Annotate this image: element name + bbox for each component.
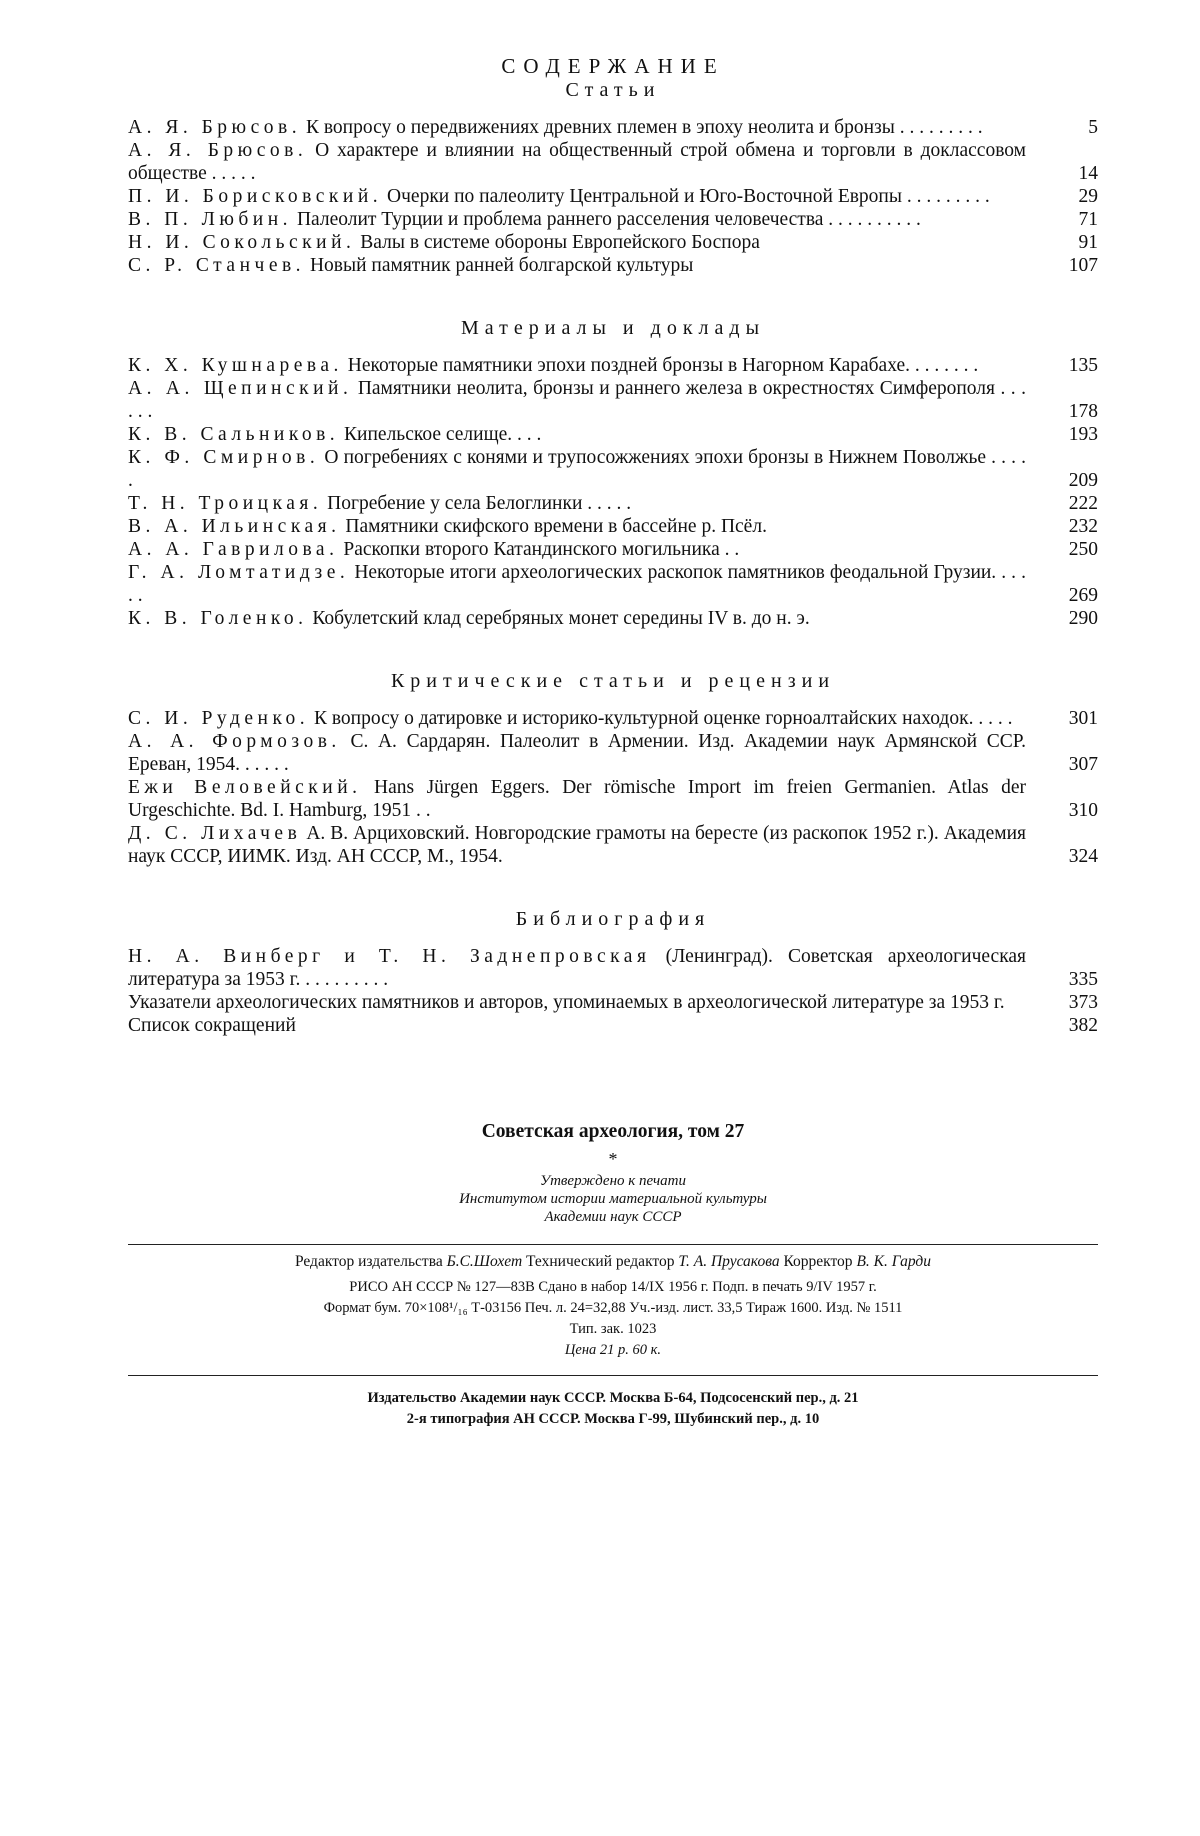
contents-sections [128,79,1098,1037]
toc-entry-text [128,231,1048,254]
publisher-line-1: Издательство Академии наук СССР. Москва Б-64, Подсосенский пер., д. 21 [367,1390,859,1406]
entry-title: О характере и влиянии на общественный строй обмена и торговли в доклассовом обществе . . . . . [128,140,1027,184]
entry-title: А. В. Арциховский. Новгородские грамоты на бересте (из раскопок 1952 г.). Академия наук СССР, ИИМК. Изд. АН СССР, М., 1954. [128,823,1026,867]
toc-entry [128,776,1098,822]
entry-page-number: 178 [1068,401,1098,422]
entry-page-number: 335 [1068,969,1098,990]
toc-entry [128,208,1098,231]
section-heading: Критические статьи и рецензии [390,670,836,692]
entry-author: Н. А. Винберг и Т. Н. Заднепровская [128,946,651,967]
toc-entry-text [128,538,1048,561]
entry-author: П. И. Борисковский. [128,186,383,207]
print-line-1: РИСО АН СССР № 127—83В Сдано в набор 14/IX 1956 г. Подп. в печать 9/IV 1957 г. [349,1279,877,1295]
toc-entry [128,446,1098,492]
divider [128,1375,1098,1376]
section-heading: Материалы и доклады [461,317,765,339]
entry-page-number: 307 [1068,754,1098,775]
entry-title: К вопросу о датировке и историко-культурной оценке горноалтайских находок. . . . . [313,708,1013,729]
entry-author: К. Х. Кушнарева. [128,355,343,376]
toc-entry-text [128,377,1048,423]
entry-title: Новый памятник ранней болгарской культуры [309,255,694,276]
imprint [128,1121,1098,1430]
entry-title: Раскопки второго Катандинского могильника . . [343,539,740,560]
entry-page-number: 382 [1068,1015,1098,1036]
toc-entry-text [128,607,1048,630]
entry-author: А. Я. Брюсов. [128,140,308,161]
approval-line-1: Утверждено к печати [539,1173,686,1189]
entry-page-number: 14 [1078,163,1098,184]
entry-page-number: 91 [1078,232,1098,253]
entry-title: Указатели археологических памятников и авторов, упоминаемых в археологической литературе за 1953 г. [128,992,1005,1013]
toc-entry-text [128,707,1048,730]
entry-author: К. В. Голенко. [128,608,308,629]
toc-entry [128,116,1098,139]
entry-author: В. П. Любин. [128,209,293,230]
entry-title: Некоторые памятники эпохи поздней бронзы в Нагорном Карабахе. . . . . . . . [347,355,979,376]
entry-author: Т. Н. Троицкая. [128,493,323,514]
proofreader-name: В. К. Гарди [856,1253,932,1270]
toc-entry-text [128,423,1048,446]
section-heading: Библиография [515,908,711,930]
entry-title: Список сокращений [128,1015,296,1036]
editor-label: Редактор издательства [294,1253,443,1270]
toc-entry [128,730,1098,776]
toc-entry-text [128,991,1048,1014]
toc-entry [128,231,1098,254]
entry-page-number: 373 [1068,992,1098,1013]
publisher-line-2: 2-я типография АН СССР. Москва Г-99, Шубинский пер., д. 10 [406,1411,820,1427]
entry-title: Памятники неолита, бронзы и раннего железа в окрестностях Симферополя . . . . . . [128,378,1026,422]
toc-list [128,945,1098,1037]
entry-title: (Ленинград). Советская археологическая литература за 1953 г. . . . . . . . . . [128,946,1026,990]
toc-entry-text [128,945,1048,991]
journal-title: Советская археология, том 27 [481,1121,745,1142]
entry-page-number: 5 [1088,117,1098,138]
entry-author: А. Я. Брюсов. [128,117,302,138]
entry-author: К. Ф. Смирнов. [128,447,320,468]
entry-title: Очерки по палеолиту Центральной и Юго-Восточной Европы . . . . . . . . . [387,186,990,207]
print-line-2: Формат бум. 70×108¹/₁₆ Т-03156 Печ. л. 24=32,88 Уч.-изд. лист. 33,5 Тираж 1600. Изд. № 1511 [323,1300,903,1316]
entry-author: А. А. Формозов. [128,731,341,752]
toc-entry [128,423,1098,446]
toc-entry [128,377,1098,423]
toc-entry-text [128,446,1048,492]
toc-entry-text [128,254,1048,277]
divider [128,1244,1098,1245]
toc-entry [128,492,1098,515]
toc-entry [128,607,1098,630]
entry-title: Валы в системе обороны Европейского Боспора [360,232,760,253]
entry-title: Погребение у села Белоглинки . . . . . [327,493,632,514]
toc-entry-text [128,116,1048,139]
entry-title: Hans Jürgen Eggers. Der römische Import im freien Germanien. Atlas der Urgeschichte. Bd. I. Hamburg, 1951 . . [128,777,1026,821]
approval-line-2: Институтом истории материальной культуры [459,1191,767,1207]
proofreader-label: Корректор [783,1253,853,1270]
entry-title: Кобулетский клад серебряных монет середины IV в. до н. э. [312,608,810,629]
editor-name: Б.С.Шохет [446,1253,523,1270]
approval-line-3: Академии наук СССР [544,1209,682,1225]
toc-entry [128,139,1098,185]
entry-page-number: 301 [1068,708,1098,729]
contents-section [128,277,1098,630]
entry-author: В. А. Ильинская. [128,516,341,537]
toc-entry [128,538,1098,561]
tech-editor-label: Технический редактор [526,1253,675,1270]
toc-entry-text [128,139,1048,185]
contents-section [128,79,1098,277]
tech-editor-name: Т. А. Прусакова [678,1253,780,1270]
entry-page-number: 290 [1068,608,1098,629]
entry-author: Г. А. Ломтатидзе. [128,562,350,583]
entry-author: Н. И. Сокольский. [128,232,356,253]
entry-page-number: 324 [1068,846,1098,867]
entry-author: С. И. Руденко. [128,708,310,729]
toc-entry [128,991,1098,1014]
entry-page-number: 71 [1078,209,1098,230]
contents-section [128,630,1098,868]
toc-entry-text [128,730,1048,776]
toc-list [128,707,1098,868]
entry-title: Некоторые итоги археологических раскопок памятников феодальной Грузии. . . . . . [128,562,1026,606]
toc-list [128,354,1098,630]
entry-page-number: 107 [1068,255,1098,276]
price: Цена 21 р. 60 к. [564,1342,662,1358]
entry-author: А. А. Гаврилова. [128,539,339,560]
toc-entry-text [128,208,1048,231]
toc-entry-text [128,354,1048,377]
entry-title: К вопросу о передвижениях древних племен в эпоху неолита и бронзы . . . . . . . . . [305,117,983,138]
contents-page [128,0,1098,1430]
toc-entry-text [128,185,1048,208]
toc-entry-text [128,515,1048,538]
toc-entry [128,515,1098,538]
toc-entry [128,945,1098,991]
credits-line [128,1253,1098,1271]
section-heading: Статьи [565,79,661,101]
toc-entry-text [128,492,1048,515]
entry-page-number: 222 [1068,493,1098,514]
toc-entry-text [128,1014,1048,1037]
entry-page-number: 269 [1068,585,1098,606]
entry-page-number: 193 [1068,424,1098,445]
toc-entry [128,707,1098,730]
star-ornament: * [608,1149,618,1169]
entry-title: Памятники скифского времени в бассейне р. Псёл. [345,516,767,537]
print-line-3: Тип. зак. 1023 [569,1321,657,1337]
toc-entry-text [128,776,1048,822]
entry-author: А. А. Щепинский. [128,378,353,399]
toc-entry [128,354,1098,377]
toc-entry [128,561,1098,607]
entry-author: К. В. Сальников. [128,424,340,445]
contents-section [128,868,1098,1037]
entry-author: Д. С. Лихачев [128,823,302,844]
entry-title: Палеолит Турции и проблема раннего расселения человечества . . . . . . . . . . [296,209,921,230]
entry-title: О погребениях с конями и трупосожжениях эпохи бронзы в Нижнем Поволжье . . . . . [128,447,1027,491]
entry-page-number: 209 [1068,470,1098,491]
toc-entry [128,185,1098,208]
entry-author: Ежи Веловейский. [128,777,362,798]
publisher-info [128,1388,1098,1430]
toc-entry [128,254,1098,277]
toc-entry [128,1014,1098,1037]
entry-author: С. Р. Станчев. [128,255,306,276]
print-details [128,1277,1098,1361]
entry-title: Кипельское селище. . . . [344,424,542,445]
toc-entry-text [128,561,1048,607]
toc-entry [128,822,1098,868]
toc-list [128,116,1098,277]
entry-page-number: 250 [1068,539,1098,560]
entry-page-number: 310 [1068,800,1098,821]
entry-page-number: 232 [1068,516,1098,537]
entry-title: С. А. Сардарян. Палеолит в Армении. Изд. Академии наук Армянской ССР. Ереван, 1954. . . . . . [128,731,1026,775]
page-title: СОДЕРЖАНИЕ [501,54,725,78]
toc-entry-text [128,822,1048,868]
entry-page-number: 29 [1078,186,1098,207]
entry-page-number: 135 [1068,355,1098,376]
